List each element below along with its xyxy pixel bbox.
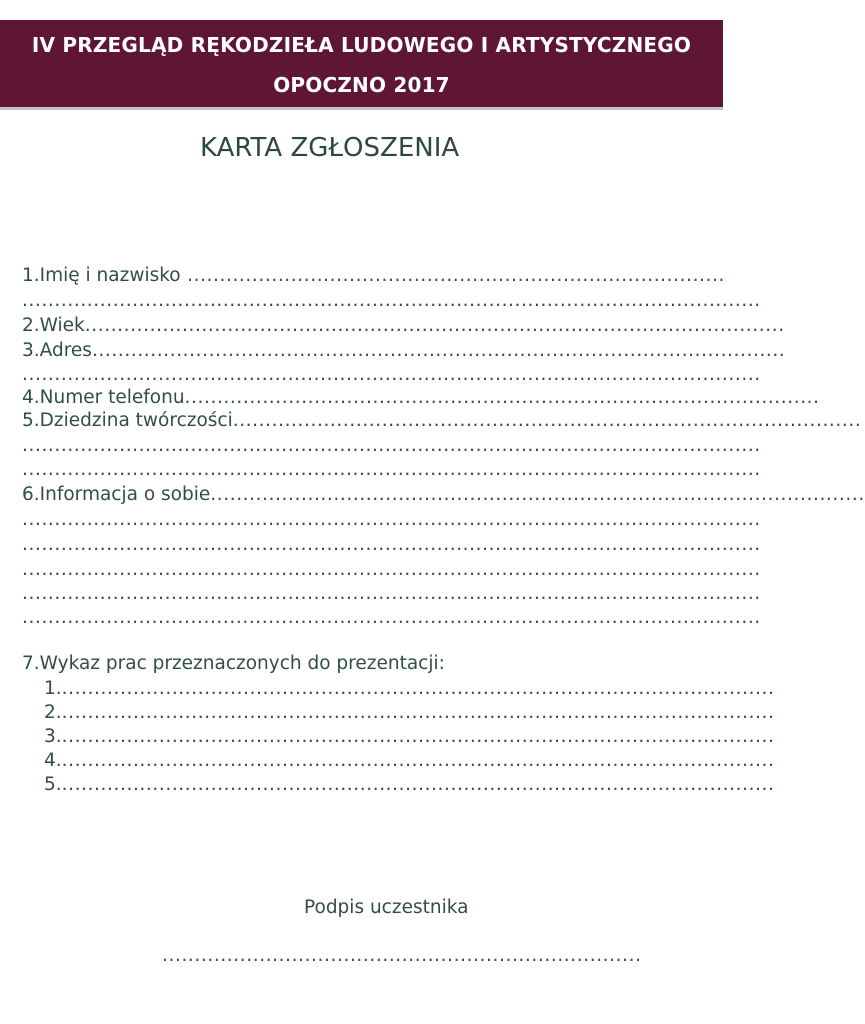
dotted-fill: .................................................................................................................. [22, 607, 761, 628]
about-field-continuation[interactable] [22, 508, 761, 532]
address-label: 3.Adres [22, 340, 92, 361]
dotted-fill: .............................................................................................................. [61, 750, 775, 771]
dotted-fill: .............................................................................................................. [61, 726, 775, 747]
signature-label: Podpis uczestnika [304, 897, 469, 918]
header-subtitle: OPOCZNO 2017 [273, 73, 450, 97]
works-item[interactable] [44, 677, 775, 701]
works-item[interactable] [44, 773, 775, 797]
about-field-continuation[interactable] [22, 606, 761, 630]
address-field[interactable] [22, 339, 786, 363]
dotted-fill: .............................................................................................................. [61, 678, 775, 699]
about-field-continuation[interactable] [22, 582, 761, 606]
dotted-fill: ................................................................................................. [232, 410, 862, 431]
dotted-fill: .................................................................................................................. [22, 364, 761, 385]
phone-field[interactable] [22, 386, 820, 410]
dotted-fill: .................................................................................................................. [22, 583, 761, 604]
name-field-continuation[interactable] [22, 289, 761, 313]
about-field-continuation[interactable] [22, 533, 761, 557]
dotted-fill: ................................................................................... [180, 265, 725, 286]
field-of-art-label: 5.Dziedzina twórczości [22, 410, 233, 431]
dotted-fill: .................................................................................................................. [22, 459, 761, 480]
about-field-continuation[interactable] [22, 558, 761, 582]
about-label: 6.Informacja o sobie [22, 484, 211, 505]
works-heading: 7.Wykaz prac przeznaczonych do prezentacji: [22, 653, 445, 674]
field-of-art-field[interactable] [22, 409, 862, 433]
name-label: 1.Imię i nazwisko [22, 265, 181, 286]
phone-label: 4.Numer telefonu [22, 387, 185, 408]
dotted-fill: .................................................................................................................. [22, 559, 761, 580]
dotted-fill: .............................................................................................................. [61, 702, 775, 723]
signature-field[interactable]: .......................................................................... [162, 945, 642, 966]
dotted-fill: .................................................................................................. [184, 387, 820, 408]
field-of-art-continuation[interactable] [22, 458, 761, 482]
about-field[interactable] [22, 483, 865, 507]
works-item-number: 2. [44, 702, 62, 723]
header-band [0, 20, 723, 110]
dotted-fill: .............................................................................................................. [61, 774, 775, 795]
dotted-fill: ........................................................................................................... [91, 340, 786, 361]
dotted-fill: ..................................................................................................... [210, 484, 865, 505]
field-of-art-continuation[interactable] [22, 434, 761, 458]
form-title: KARTA ZGŁOSZENIA [200, 133, 460, 163]
works-item[interactable] [44, 725, 775, 749]
dotted-fill: .................................................................................................................. [22, 435, 761, 456]
works-item[interactable] [44, 701, 775, 725]
dotted-fill: .................................................................................................................. [22, 509, 761, 530]
dotted-fill: .................................................................................................................. [22, 290, 761, 311]
works-item[interactable] [44, 749, 775, 773]
name-field[interactable] [22, 264, 725, 288]
works-item-number: 1. [44, 678, 62, 699]
works-item-number: 4. [44, 750, 62, 771]
address-field-continuation[interactable] [22, 363, 761, 387]
header-title: IV PRZEGLĄD RĘKODZIEŁA LUDOWEGO I ARTYSTYCZNEGO [31, 33, 692, 57]
dotted-fill: .................................................................................................................. [22, 534, 761, 555]
dotted-fill: ............................................................................................................ [84, 315, 785, 336]
works-item-number: 3. [44, 726, 62, 747]
age-field[interactable] [22, 314, 785, 338]
age-label: 2.Wiek [22, 315, 85, 336]
works-item-number: 5. [44, 774, 62, 795]
